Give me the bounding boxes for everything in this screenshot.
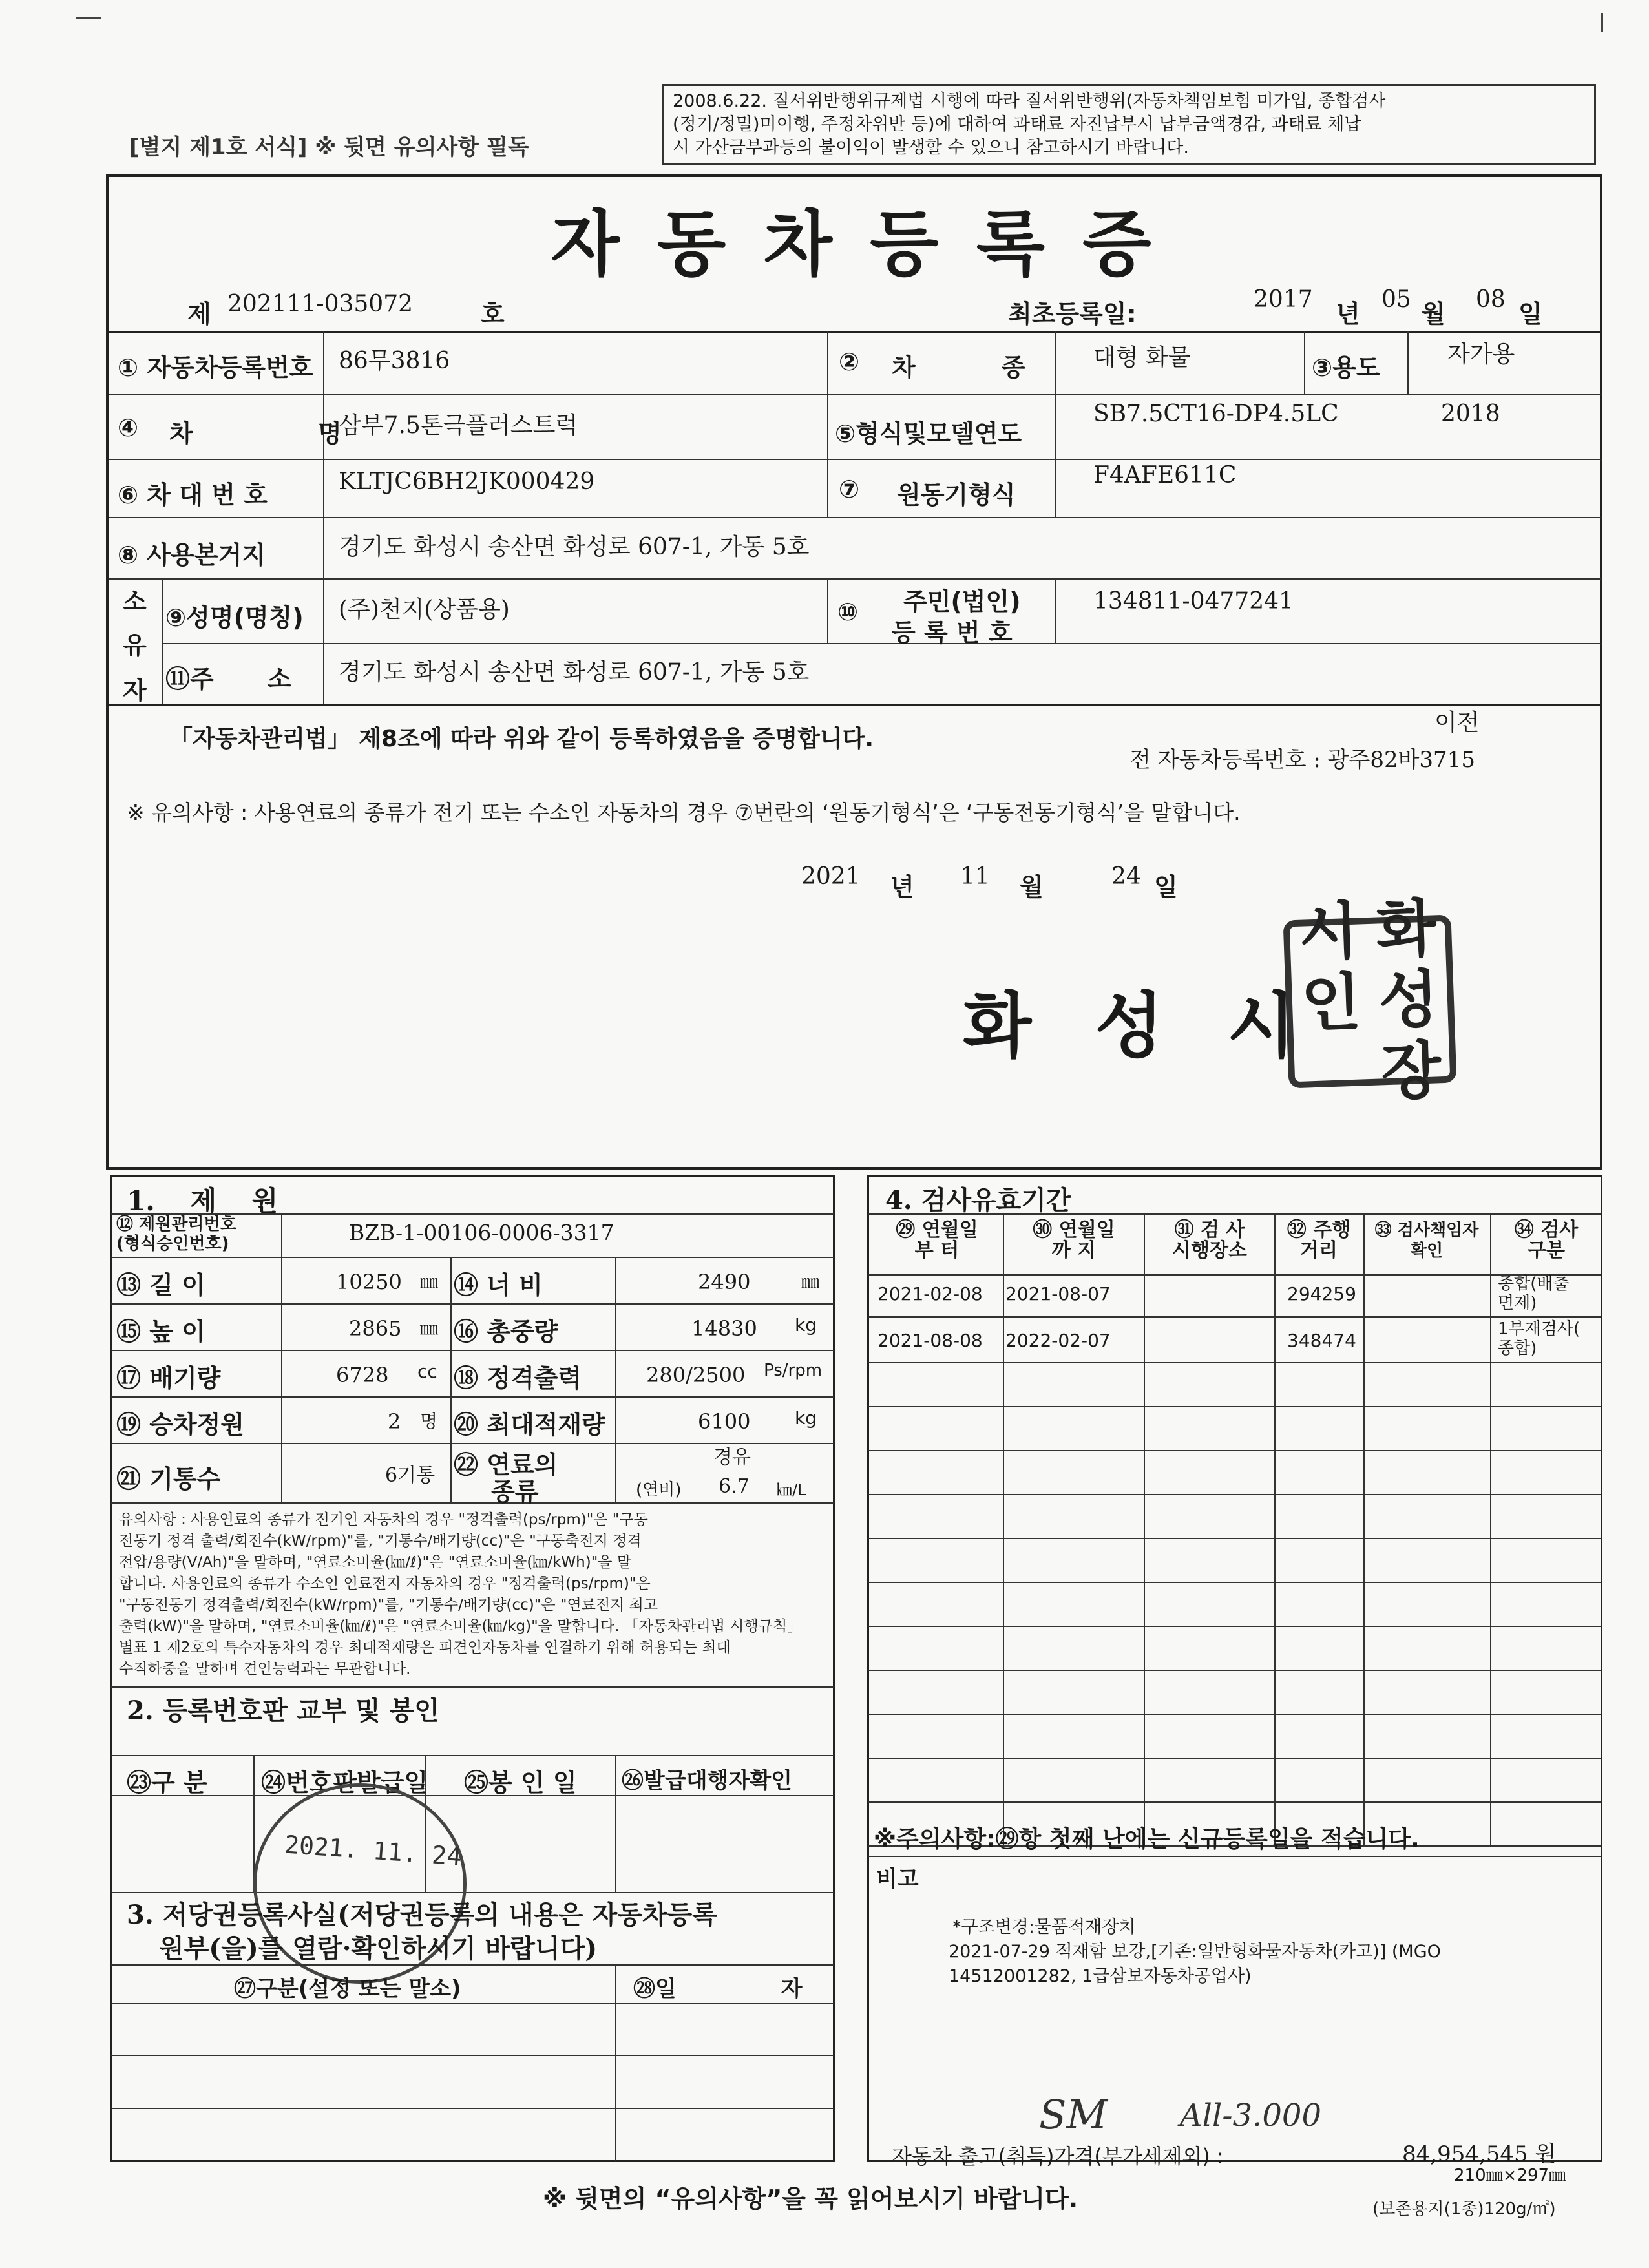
length-value: 10250 [336, 1270, 402, 1294]
reg-no-label: ① 자동차등록번호 [118, 353, 313, 382]
seal-char: 성 [1377, 963, 1440, 1038]
cert-no-suffix: 호 [481, 300, 505, 328]
insp-col-kind-line: ㉞ 검사 [1514, 1219, 1579, 1241]
insp-col-to [1005, 1220, 1142, 1261]
mgmt-no-label-line: (형식승인번호) [116, 1234, 229, 1254]
grid-line [111, 1686, 834, 1688]
grid-line [162, 643, 1601, 644]
issue-month-unit: 월 [1020, 873, 1044, 901]
gross-weight-value: 14830 [691, 1316, 757, 1341]
displacement-unit: cc [417, 1361, 437, 1382]
owner-name-label: ⑨성명(명칭) [165, 604, 304, 632]
insp-col-distance [1276, 1220, 1362, 1261]
spec-note-line: 별표 1 제2호의 특수자동차의 경우 최대적재량은 피견인자동차를 연결하기 위해 허용되는 최대 [119, 1639, 731, 1656]
insp-col-distance-line: ㉜ 주행 [1287, 1219, 1351, 1241]
insp-col-place-line: 시행장소 [1172, 1239, 1247, 1262]
owner-id-label: 등 록 번 호 [892, 618, 1013, 647]
insp-col-from-line: ㉙ 연월일 [896, 1219, 978, 1241]
owner-id-num: ⑩ [837, 598, 859, 626]
width-label: ⑭ 너 비 [454, 1271, 543, 1299]
issuer-name: 화 성 시 [963, 984, 1316, 1067]
spec-note-line: 전동기 정격 출력/회전수(kW/rpm)"를, "기통수/배기량(cc)"은 "구동축전지 정격 [119, 1533, 642, 1549]
engine-num: ⑦ [839, 475, 860, 503]
spec-note-line: 출력(kW)"을 말하며, "연료소비율(㎞/ℓ)"은 "연료소비율(㎞/kg)"을 말합니다. 「자동차관리법 시행규칙」 [119, 1618, 803, 1635]
mgmt-no-label-line: ⑫ 제원관리번호 [116, 1215, 236, 1234]
grid-line [111, 2108, 834, 2109]
model-value: SB7.5CT16-DP4.5LC [1093, 401, 1339, 427]
plate-issue-date: 2021. 11. 24 [283, 1830, 463, 1871]
insp-row2-to: 2022-02-07 [1005, 1330, 1111, 1351]
seating-label: ⑲ 승차정원 [116, 1411, 245, 1439]
owner-name-value: (주)천지(상품용) [339, 596, 510, 623]
base-label: ⑧ 사용본거지 [118, 541, 266, 569]
engine-label: 원동기형식 [897, 481, 1016, 509]
issue-day: 24 [1111, 863, 1141, 890]
remarks-line: 2021-07-29 적재함 보강,[기존:일반형화물자동차(카고)] (MGO [949, 1942, 1441, 1962]
rated-power-unit: Ps/rpm [764, 1361, 823, 1380]
seal-char: 인 [1299, 965, 1363, 1040]
rated-power-label: ⑱ 정격출력 [454, 1364, 582, 1392]
inspection-box [867, 1175, 1602, 2162]
owner-side-label: 소 [123, 587, 147, 616]
grid-line [109, 459, 1601, 460]
vehicle-name-value: 삼부7.5톤극플러스트럭 [339, 412, 578, 439]
insp-col-inspector [1365, 1220, 1489, 1261]
top-notice-line: 2008.6.22. 질서위반행위규제법 시행에 따라 질서위반행위(자동차책임보험 미가입, 종합검사 [673, 91, 1386, 111]
length-unit: ㎜ [420, 1271, 439, 1292]
issue-year: 2021 [801, 863, 861, 890]
engine-value: F4AFE611C [1093, 462, 1237, 488]
first-reg-day-unit: 일 [1518, 300, 1542, 328]
insp-col-distance-line: 거리 [1300, 1239, 1338, 1262]
base-value: 경기도 화성시 송산면 화성로 607-1, 가동 5호 [339, 534, 810, 560]
top-notice-line: 시 가산금부과등의 불이익이 발생할 수 있으니 참고하시기 바랍니다. [673, 138, 1189, 158]
rated-power-value: 280/2500 [646, 1363, 746, 1387]
fuel-type-value: 경유 [713, 1446, 751, 1469]
grid-line [109, 578, 1601, 580]
vin-value: KLTJC6BH2JK000429 [339, 468, 595, 495]
insp-col-to-line: 까 지 [1051, 1239, 1097, 1262]
insp-col-to-line: ㉚ 연월일 [1033, 1219, 1115, 1241]
mortgage-col-type: ㉗구분(설정 또는 말소) [234, 1976, 461, 2002]
issue-day-unit: 일 [1154, 873, 1178, 901]
first-reg-month-unit: 월 [1422, 300, 1445, 328]
cert-no-prefix: 제 [187, 300, 211, 328]
vehicle-type-label: 차 종 [892, 353, 1064, 382]
max-load-unit: kg [795, 1407, 817, 1429]
mortgage-heading-line: 3. 저당권등록사실(저당권등록의 내용은 자동차등록 [127, 1900, 717, 1930]
first-reg-year: 2017 [1254, 286, 1313, 313]
insp-col-place-line: ㉛ 검 사 [1174, 1219, 1245, 1241]
spec-note-line: 전압/용량(V/Ah)"을 말하며, "연료소비율(㎞/ℓ)"은 "연료소비율(㎞/kWh)"을 말 [119, 1554, 632, 1571]
insp-row2-kind-line: 1부재검사( [1498, 1319, 1581, 1339]
remarks-line: *구조변경:물품적재장치 [952, 1917, 1136, 1937]
previous-reg-no: 전 자동차등록번호 : 광주82바3715 [1129, 747, 1475, 773]
grid-line [162, 578, 163, 704]
owner-side-label: 유 [123, 631, 147, 660]
grid-line [1363, 1213, 1365, 1845]
document-title: 자 동 차 등 록 증 [551, 202, 1158, 286]
certify-text: 「자동차관리법」 제8조에 따라 위와 같이 등록하였음을 증명합니다. [169, 726, 874, 752]
issue-month: 11 [960, 863, 990, 890]
owner-id-label: 주민(법인) [903, 587, 1021, 616]
grid-line [109, 704, 1601, 706]
vin-label: ⑥ 차 대 번 호 [118, 481, 268, 509]
grid-line [111, 2055, 834, 2056]
owner-address-label: ⑪주 소 [165, 665, 291, 693]
mortgage-heading-line: 원부(을)를 열람·확인하시기 바랍니다) [159, 1933, 598, 1964]
owner-side-label: 자 [123, 677, 147, 705]
seating-unit: 명 [420, 1411, 438, 1432]
grid-line [109, 394, 1601, 395]
grid-line [1055, 578, 1056, 643]
remarks-label: 비고 [876, 1866, 919, 1892]
remarks-text [949, 1915, 1441, 1989]
grid-line [450, 1257, 452, 1502]
height-unit: ㎜ [420, 1318, 439, 1339]
length-label: ⑬ 길 이 [116, 1271, 205, 1299]
gross-weight-label: ⑯ 총중량 [454, 1318, 558, 1346]
grid-line [1003, 1213, 1004, 1845]
issue-year-unit: 년 [890, 873, 914, 901]
grid-line [109, 517, 1601, 518]
paper-type: (보존용지(1종)120g/㎡) [1372, 2200, 1556, 2219]
cylinders-value: 6기통 [385, 1464, 436, 1487]
transfer-label: 이전 [1434, 709, 1480, 736]
grid-line [111, 1755, 834, 1756]
insp-col-inspector-line: 확인 [1410, 1241, 1444, 1261]
owner-address-value: 경기도 화성시 송산면 화성로 607-1, 가동 5호 [339, 659, 810, 686]
width-value: 2490 [698, 1270, 751, 1294]
vehicle-type-num: ② [839, 348, 860, 376]
use-label: ③용도 [1312, 353, 1380, 382]
grid-line [111, 1303, 834, 1305]
vehicle-name-label: 차 명 [169, 419, 400, 448]
insp-row1-distance: 294259 [1287, 1283, 1356, 1305]
insp-row1-kind [1498, 1274, 1570, 1313]
grid-line [109, 331, 1601, 333]
price-value: 84,954,545 원 [1402, 2141, 1557, 2167]
grid-line [1274, 1213, 1276, 1845]
plate-col-agent-check: ㉖발급대행자확인 [622, 1768, 792, 1794]
inspection-caution: ※주의사항:㉙항 첫째 난에는 신규등록일을 적습니다. [874, 1826, 1420, 1853]
insp-row1-from: 2021-02-08 [877, 1283, 983, 1305]
efficiency-prefix: (연비) [636, 1480, 682, 1500]
remarks-line: 14512001282, 1급삼보자동차공업사) [949, 1966, 1252, 1986]
grid-line [111, 1892, 834, 1893]
plate-heading: 2. 등록번호판 교부 및 봉인 [127, 1696, 439, 1726]
grid-line [281, 1213, 282, 1502]
first-reg-month: 05 [1381, 286, 1411, 313]
displacement-label: ⑰ 배기량 [116, 1364, 221, 1392]
insp-col-kind-line: 구분 [1528, 1239, 1565, 1262]
use-value: 자가용 [1447, 341, 1515, 368]
plate-col-issue-date: ㉔번호판발급일 [261, 1769, 428, 1797]
efficiency-unit: ㎞/L [777, 1481, 806, 1499]
spec-note-line: 수직하중을 말하며 견인능력과는 무관합니다. [119, 1661, 411, 1677]
first-reg-year-unit: 년 [1336, 300, 1360, 328]
seal-char [1294, 1037, 1374, 1111]
official-seal [1283, 892, 1457, 1109]
spec-heading: 1. 제 원 [127, 1185, 278, 1217]
gross-weight-unit: kg [795, 1314, 817, 1336]
seating-value: 2 [388, 1409, 401, 1434]
inspection-heading: 4. 검사유효기간 [885, 1185, 1071, 1215]
grid-line [1407, 331, 1409, 394]
mgmt-no-value: BZB-1-00106-0006-3317 [349, 1220, 614, 1245]
grid-line [323, 578, 324, 704]
mortgage-heading [127, 1898, 717, 1966]
vehicle-name-num: ④ [118, 414, 139, 442]
first-reg-label: 최초등록일: [1008, 300, 1137, 328]
grid-line [615, 1964, 616, 2161]
top-notice-line: (정기/정밀)미이행, 주정차위반 등)에 대하여 과태료 자진납부시 납부금액경감, 과태료 체납 [673, 114, 1361, 134]
spec-note-line: 합니다. 사용연료의 종류가 수소인 연료전지 자동차의 경우 "정격출력(ps/rpm)"은 [119, 1575, 651, 1592]
fuel-type-label: ㉒ 연료의 [454, 1451, 558, 1479]
insp-row2-kind [1498, 1319, 1580, 1358]
spec-note-line: 유의사항 : 사용연료의 종류가 전기인 자동차의 경우 "정격출력(ps/rpm)"은 "구동 [119, 1511, 648, 1528]
grid-line [868, 1856, 1601, 1857]
grid-line [1304, 331, 1305, 394]
corner-mark-right [1601, 13, 1603, 32]
mgmt-no-label [116, 1215, 236, 1254]
height-value: 2865 [349, 1316, 402, 1341]
form-label: [별지 제1호 서식] ※ 뒷면 유의사항 필독 [129, 134, 529, 160]
insp-col-from [872, 1220, 1002, 1261]
grid-line [111, 1964, 834, 1966]
paper-size: 210㎜×297㎜ [1454, 2166, 1566, 2185]
insp-row1-kind-line: 종합(배출 [1498, 1274, 1570, 1294]
height-label: ⑮ 높 이 [116, 1318, 205, 1346]
corner-mark-left [76, 17, 101, 19]
seal-char: 화 [1374, 892, 1438, 967]
insp-col-from-line: 부 터 [914, 1239, 960, 1262]
max-load-label: ⑳ 최대적재량 [454, 1411, 605, 1439]
handwriting-note: SM [1039, 2091, 1108, 2138]
max-load-value: 6100 [698, 1409, 751, 1434]
grid-line [1144, 1213, 1145, 1845]
spec-note-line: "구동전동기 정격출력/회전수(kW/rpm)"를, "기통수/배기량(cc)"은 "연료전지 최고 [119, 1597, 658, 1613]
insp-col-place [1146, 1220, 1273, 1261]
plate-col-category: ㉓구 분 [127, 1769, 207, 1797]
insp-col-kind [1491, 1220, 1601, 1261]
insp-row2-kind-line: 종합) [1498, 1339, 1537, 1358]
model-label: ⑤형식및모델연도 [835, 419, 1022, 448]
fuel-note: ※ 유의사항 : 사용연료의 종류가 전기 또는 수소인 자동차의 경우 ⑦번란의 ‘원동기형식’은 ‘구동전동기형식’을 말합니다. [127, 800, 1241, 825]
insp-row2-distance: 348474 [1287, 1330, 1356, 1351]
width-unit: ㎜ [801, 1271, 820, 1292]
plate-col-seal-date: ㉕봉 인 일 [464, 1769, 577, 1797]
grid-line [827, 578, 828, 643]
mortgage-col-date: ㉘일 자 [633, 1976, 803, 2002]
spec-note [119, 1509, 802, 1680]
fuel-type-label: 종류 [491, 1478, 539, 1506]
insp-row1-kind-line: 면제) [1498, 1294, 1537, 1313]
handwriting-note: All-3.000 [1180, 2097, 1321, 2134]
grid-line [615, 1257, 616, 1502]
insp-row2-from: 2021-08-08 [877, 1330, 983, 1351]
cert-no-value: 202111-035072 [227, 291, 414, 317]
grid-line [111, 1396, 834, 1398]
grid-line [615, 1755, 616, 1892]
grid-line [111, 1257, 834, 1258]
reg-no-value: 86무3816 [339, 348, 450, 374]
bottom-note: ※ 뒷면의 “유의사항”을 꼭 읽어보시기 바랍니다. [543, 2185, 1078, 2213]
model-year-value: 2018 [1441, 401, 1500, 427]
vehicle-type-value: 대형 화물 [1093, 344, 1191, 371]
efficiency-value: 6.7 [719, 1475, 750, 1498]
insp-row1-to: 2021-08-07 [1005, 1283, 1111, 1305]
seal-char: 시 [1297, 894, 1360, 969]
grid-line [827, 331, 828, 517]
cylinders-label: ㉑ 기통수 [116, 1465, 221, 1493]
insp-col-inspector-line: ㉝ 검사책임자 [1374, 1221, 1479, 1240]
grid-line [111, 1350, 834, 1351]
first-reg-day: 08 [1476, 286, 1506, 313]
top-notice [662, 84, 1596, 165]
owner-id-value: 134811-0477241 [1093, 588, 1294, 614]
seal-char: 장 [1380, 1034, 1443, 1109]
grid-line [111, 2003, 834, 2004]
grid-line [323, 331, 324, 578]
price-label: 자동차 출고(취득)가격(부가세제외) : [892, 2144, 1224, 2168]
grid-line [111, 1502, 834, 1504]
displacement-value: 6728 [336, 1363, 389, 1387]
grid-line [1490, 1213, 1491, 1845]
